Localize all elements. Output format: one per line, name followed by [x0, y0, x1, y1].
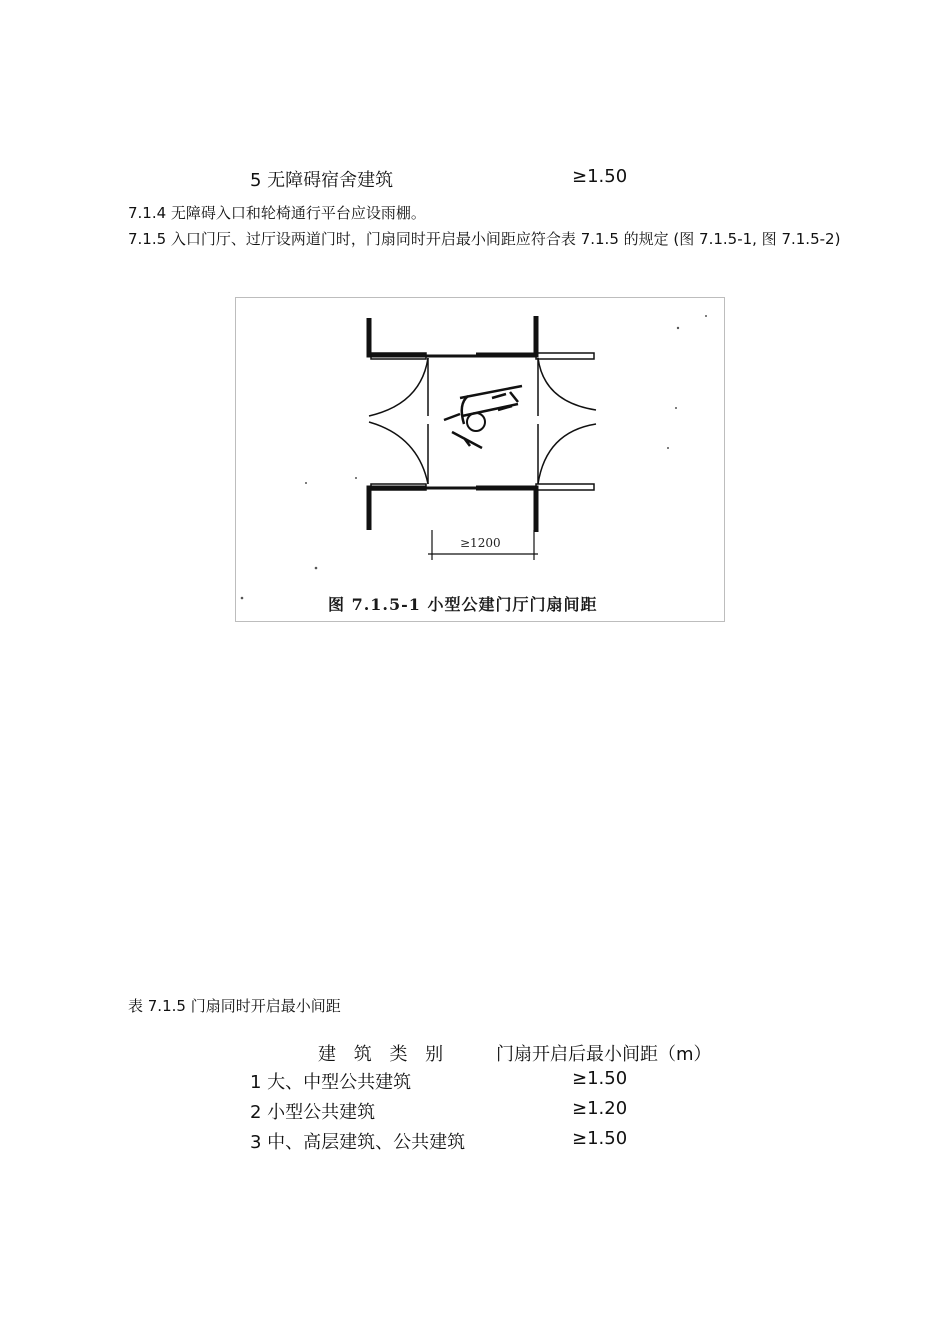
threshold-bottom-right [536, 484, 594, 490]
row-value: ≥1.50 [572, 1128, 628, 1149]
figure-door-spacing [235, 297, 725, 622]
row-category: 2 小型公共建筑 [250, 1102, 376, 1123]
dimension-label: ≥1200 [460, 536, 501, 550]
door-arc-left-bottom [369, 422, 428, 484]
header-min-spacing: 门扇开启后最小间距（m） [496, 1044, 712, 1065]
threshold-top-right [536, 353, 594, 359]
figure-caption: 图 7.1.5-1 小型公建门厅门扇间距 [328, 595, 598, 614]
row-category: 3 中、高层建筑、公共建筑 [250, 1132, 466, 1153]
floor-plan-drawing [236, 298, 726, 623]
wall-bottom-right [476, 488, 536, 532]
wall-top-left [369, 318, 426, 355]
door-arc-right-bottom [538, 424, 596, 484]
table-row [250, 1128, 730, 1158]
door-arc-right-top [538, 358, 596, 410]
scan-speckles [241, 315, 707, 599]
row-category: 1 大、中型公共建筑 [250, 1072, 412, 1093]
clause-7-1-5: 7.1.5 入口门厅、过厅设两道门时，门扇同时开启最小间距应符合表 7.1.5 的规定 (图 7.1.5-1, 图 7.1.5-2) [128, 230, 841, 248]
row-value: ≥1.50 [572, 166, 628, 187]
table-header [250, 1040, 730, 1068]
clause-7-1-4: 7.1.4 无障碍入口和轮椅通行平台应设雨棚。 [128, 204, 426, 222]
table-row [250, 1098, 730, 1128]
row-category: 5 无障碍宿舍建筑 [250, 170, 394, 191]
wall-bottom-left [369, 488, 426, 530]
table-row [250, 1068, 730, 1098]
wall-top-right [476, 316, 536, 355]
door-arc-left-top [369, 358, 428, 416]
header-category: 建 筑 类 别 [318, 1044, 450, 1065]
row-value: ≥1.50 [572, 1068, 628, 1089]
wheelchair-icon [444, 386, 522, 448]
table-row-dormitory [250, 166, 670, 194]
row-value: ≥1.20 [572, 1098, 628, 1119]
table-title: 表 7.1.5 门扇同时开启最小间距 [128, 997, 341, 1015]
spacing-table [250, 1040, 730, 1158]
